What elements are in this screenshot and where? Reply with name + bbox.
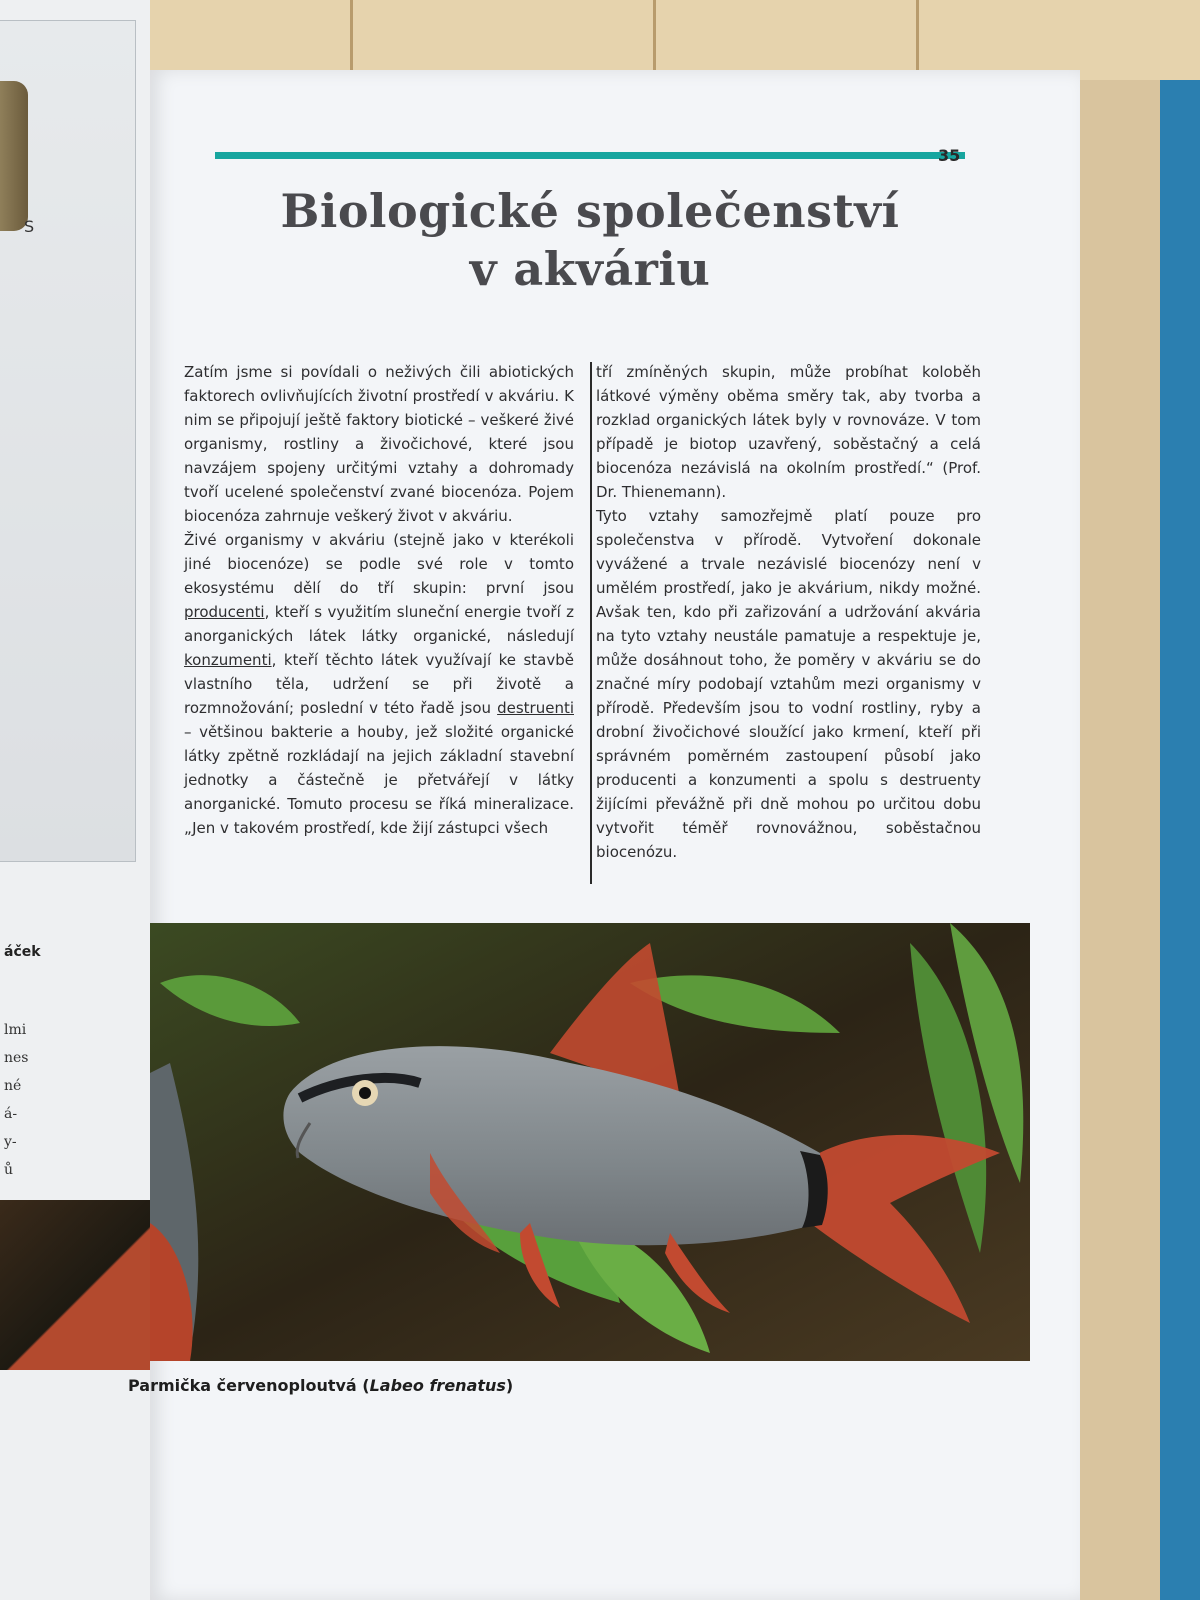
page-number: 35 — [938, 146, 961, 165]
text-run: Živé organismy v akváriu (stejně jako v kterékoli jiné biocenóze) se podle své role v tomto ekosystému dělí do tří skupin: první jsou — [184, 531, 574, 597]
text-column-left — [184, 360, 574, 840]
fish-photo-drawing — [150, 923, 1030, 1361]
text-column-right — [596, 360, 981, 864]
term-konzumenti: konzumenti — [184, 651, 272, 669]
fish-photo — [150, 923, 1030, 1361]
left-page-fragment: y- — [4, 1134, 17, 1150]
header-rule — [215, 152, 965, 159]
left-page-fragment: lmi — [4, 1022, 27, 1038]
text-run: , kteří těchto látek využívají ke stavbě vlastního těla, udržení se při životě a rozmnožování; poslední v této řadě jsou — [184, 651, 574, 717]
wood-plank — [919, 0, 1200, 80]
wood-plank — [353, 0, 656, 80]
paragraph: tří zmíněných skupin, může probíhat koloběh látkové výměny oběma směry tak, aby tvorba a rozklad organických látek byly v rovnováze. V tom případě je biotop uzavřený, soběstačný a celá biocenóza nezávislá na okolním prostředí.“ (Prof. Dr. Thienemann). — [596, 363, 981, 501]
caption-common-name: Parmička červenoploutvá ( — [128, 1376, 370, 1395]
text-run: – většinou bakterie a houby, jež složité organické látky zpětně rozkládají na jejich základní stavební jednotky a částečně je přetvářejí v látky anorganické. Tomuto procesu se říká mineralizace. „Jen v takovém prostředí, kde žijí zástupci všech — [184, 723, 574, 837]
illustration-stick — [0, 81, 28, 231]
photo-caption — [128, 1376, 513, 1395]
wood-plank — [150, 0, 353, 80]
term-destruenti: destruenti — [497, 699, 574, 717]
paragraph: Tyto vztahy samozřejmě platí pouze pro společenstva v přírodě. Vytvoření dokonale vyvážené a trvale nezávislé biocenózy není v umělém prostředí, jako je akvárium, nikdy možné. Avšak ten, kdo při zařizování a udržování akvária na tyto vztahy neustále pamatuje a respektuje je, může dosáhnout toho, že poměry v akváriu se do značné míry podobají vztahům mezi organismy v přírodě. Především jsou to vodní rostliny, ryby a drobní živočichové sloužící jako krmení, kteří při správném poměrném zastoupení působí jako producenti a konzumenti a spolu s destruenty žijícími převážně při dně mohou po určitou dobu vytvořit téměř rovnovážnou, soběstačnou biocenózu. — [596, 507, 981, 861]
left-page-photo-fragment — [0, 1200, 150, 1370]
text-run: , kteří s využitím sluneční energie tvoří z anorganických látek látky organické, následují — [184, 603, 574, 645]
left-page-fragment: á- — [4, 1106, 18, 1122]
caption-latin-name: Labeo frenatus — [369, 1376, 506, 1395]
wood-plank — [656, 0, 919, 80]
title-line-2: v akváriu — [469, 242, 711, 296]
left-page-fragment: nes — [4, 1050, 29, 1066]
title-line-1: Biologické společenství — [280, 184, 900, 238]
caption-close: ) — [505, 1376, 514, 1395]
page-title — [210, 182, 970, 298]
left-page-fragment: ů — [4, 1162, 14, 1178]
book-page — [128, 70, 1080, 1600]
left-page-fragment: né — [4, 1078, 22, 1094]
left-page-letter: S — [24, 217, 35, 236]
paragraph — [184, 528, 574, 840]
previous-page — [0, 0, 150, 1600]
left-page-illustration — [0, 20, 136, 862]
paragraph: Zatím jsme si povídali o neživých čili abiotických faktorech ovlivňujících životní prostředí v akváriu. K nim se připojují ještě faktory biotické – veškeré živé organismy, rostliny a živočichové, které jsou navzájem spojeny určitými vztahy a dohromady tvoří ucelené společenství zvané biocenóza. Pojem biocenóza zahrnuje veškerý život v akváriu. — [184, 363, 574, 525]
left-page-word: áček — [4, 944, 41, 960]
fish-pupil — [359, 1087, 371, 1099]
term-producenti: producenti — [184, 603, 265, 621]
column-divider — [590, 362, 592, 884]
book-cover-edge — [1160, 80, 1200, 1600]
